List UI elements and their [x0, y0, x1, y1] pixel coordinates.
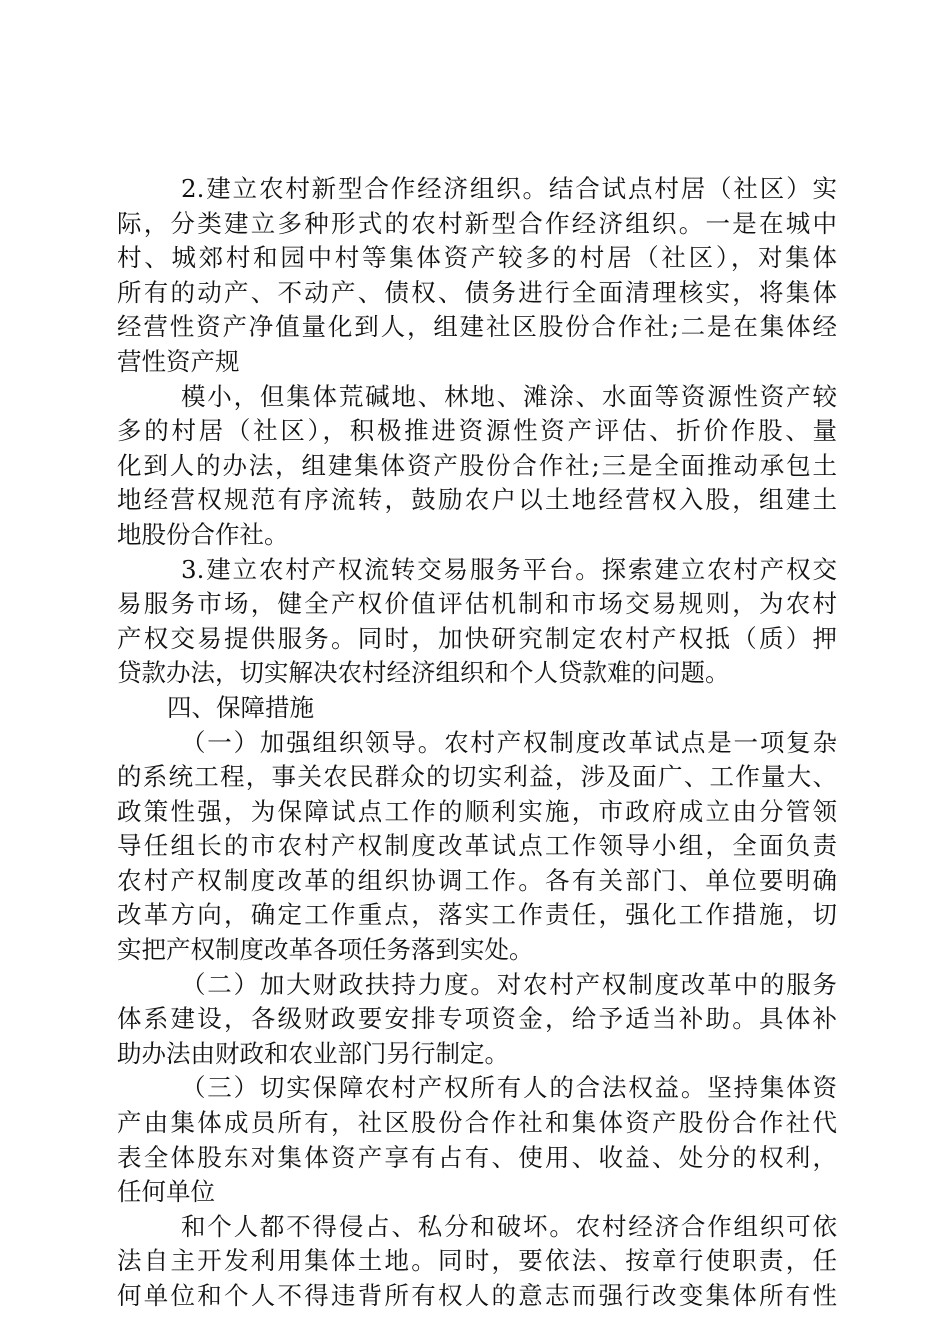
paragraph-line: （一）加强组织领导。农村产权制度改革试点是一项复杂	[181, 727, 837, 757]
paragraph-line: 所有的动产、不动产、债权、债务进行全面清理核实，将集体	[117, 277, 837, 307]
paragraph-line: 地经营权规范有序流转，鼓励农户以土地经营权入股，组建土	[117, 485, 837, 515]
paragraph-line: 模小，但集体荒碱地、林地、滩涂、水面等资源性资产较	[181, 381, 837, 411]
paragraph-line: 的系统工程，事关农民群众的切实利益，涉及面广、工作量大、	[117, 762, 837, 792]
paragraph-line: 政策性强，为保障试点工作的顺利实施，市政府成立由分管领	[117, 796, 837, 826]
paragraph-line: 导任组长的市农村产权制度改革试点工作领导小组，全面负责	[117, 831, 837, 861]
paragraph-line: 易服务市场，健全产权价值评估机制和市场交易规则，为农村	[117, 589, 837, 619]
paragraph-line: 助办法由财政和农业部门另行制定。	[117, 1038, 509, 1068]
paragraph-line: 何单位和个人不得违背所有权人的意志而强行改变集体所有性	[117, 1281, 837, 1310]
paragraph-line: 实把产权制度改革各项任务落到实处。	[117, 935, 534, 965]
paragraph-line: 2.建立农村新型合作经济组织。结合试点村居（社区）实	[181, 174, 837, 203]
paragraph-line: 表全体股东对集体资产享有占有、使用、收益、处分的权利，	[117, 1142, 837, 1172]
paragraph-line: 3.建立农村产权流转交易服务平台。探索建立农村产权交	[181, 554, 837, 584]
paragraph-line: 改革方向，确定工作重点，落实工作责任，强化工作措施，切	[117, 900, 837, 930]
paragraph-line: 体系建设，各级财政要安排专项资金，给予适当补助。具体补	[117, 1004, 837, 1034]
paragraph-line: （三）切实保障农村产权所有人的合法权益。坚持集体资	[181, 1073, 837, 1103]
paragraph-line: 法自主开发利用集体土地。同时，要依法、按章行使职责，任	[117, 1246, 837, 1276]
paragraph-line: 和个人都不得侵占、私分和破坏。农村经济合作组织可依	[181, 1211, 837, 1241]
paragraph-line: 贷款办法，切实解决农村经济组织和个人贷款难的问题。	[117, 658, 730, 688]
document-body	[117, 172, 837, 1314]
paragraph-line: 任何单位	[117, 1177, 215, 1207]
paragraph-line: 村、城郊村和园中村等集体资产较多的村居（社区），对集体	[117, 243, 837, 273]
paragraph-line: 营性资产规	[117, 346, 240, 376]
paragraph-line: 地股份合作社。	[117, 519, 289, 549]
paragraph-line: 化到人的办法，组建集体资产股份合作社;三是全面推动承包土	[117, 450, 837, 480]
paragraph-line: 经营性资产净值量化到人，组建社区股份合作社;二是在集体经	[117, 312, 837, 342]
paragraph-line: 产由集体成员所有，社区股份合作社和集体资产股份合作社代	[117, 1108, 837, 1138]
paragraph-line: 产权交易提供服务。同时，加快研究制定农村产权抵（质）押	[117, 623, 837, 653]
paragraph-line: 际，分类建立多种形式的农村新型合作经济组织。一是在城中	[117, 208, 837, 238]
paragraph-line: 农村产权制度改革的组织协调工作。各有关部门、单位要明确	[117, 865, 837, 895]
section-heading: 四、保障措施	[167, 692, 314, 722]
paragraph-line: 多的村居（社区），积极推进资源性资产评估、折价作股、量	[117, 416, 837, 446]
paragraph-line: （二）加大财政扶持力度。对农村产权制度改革中的服务	[181, 969, 837, 999]
